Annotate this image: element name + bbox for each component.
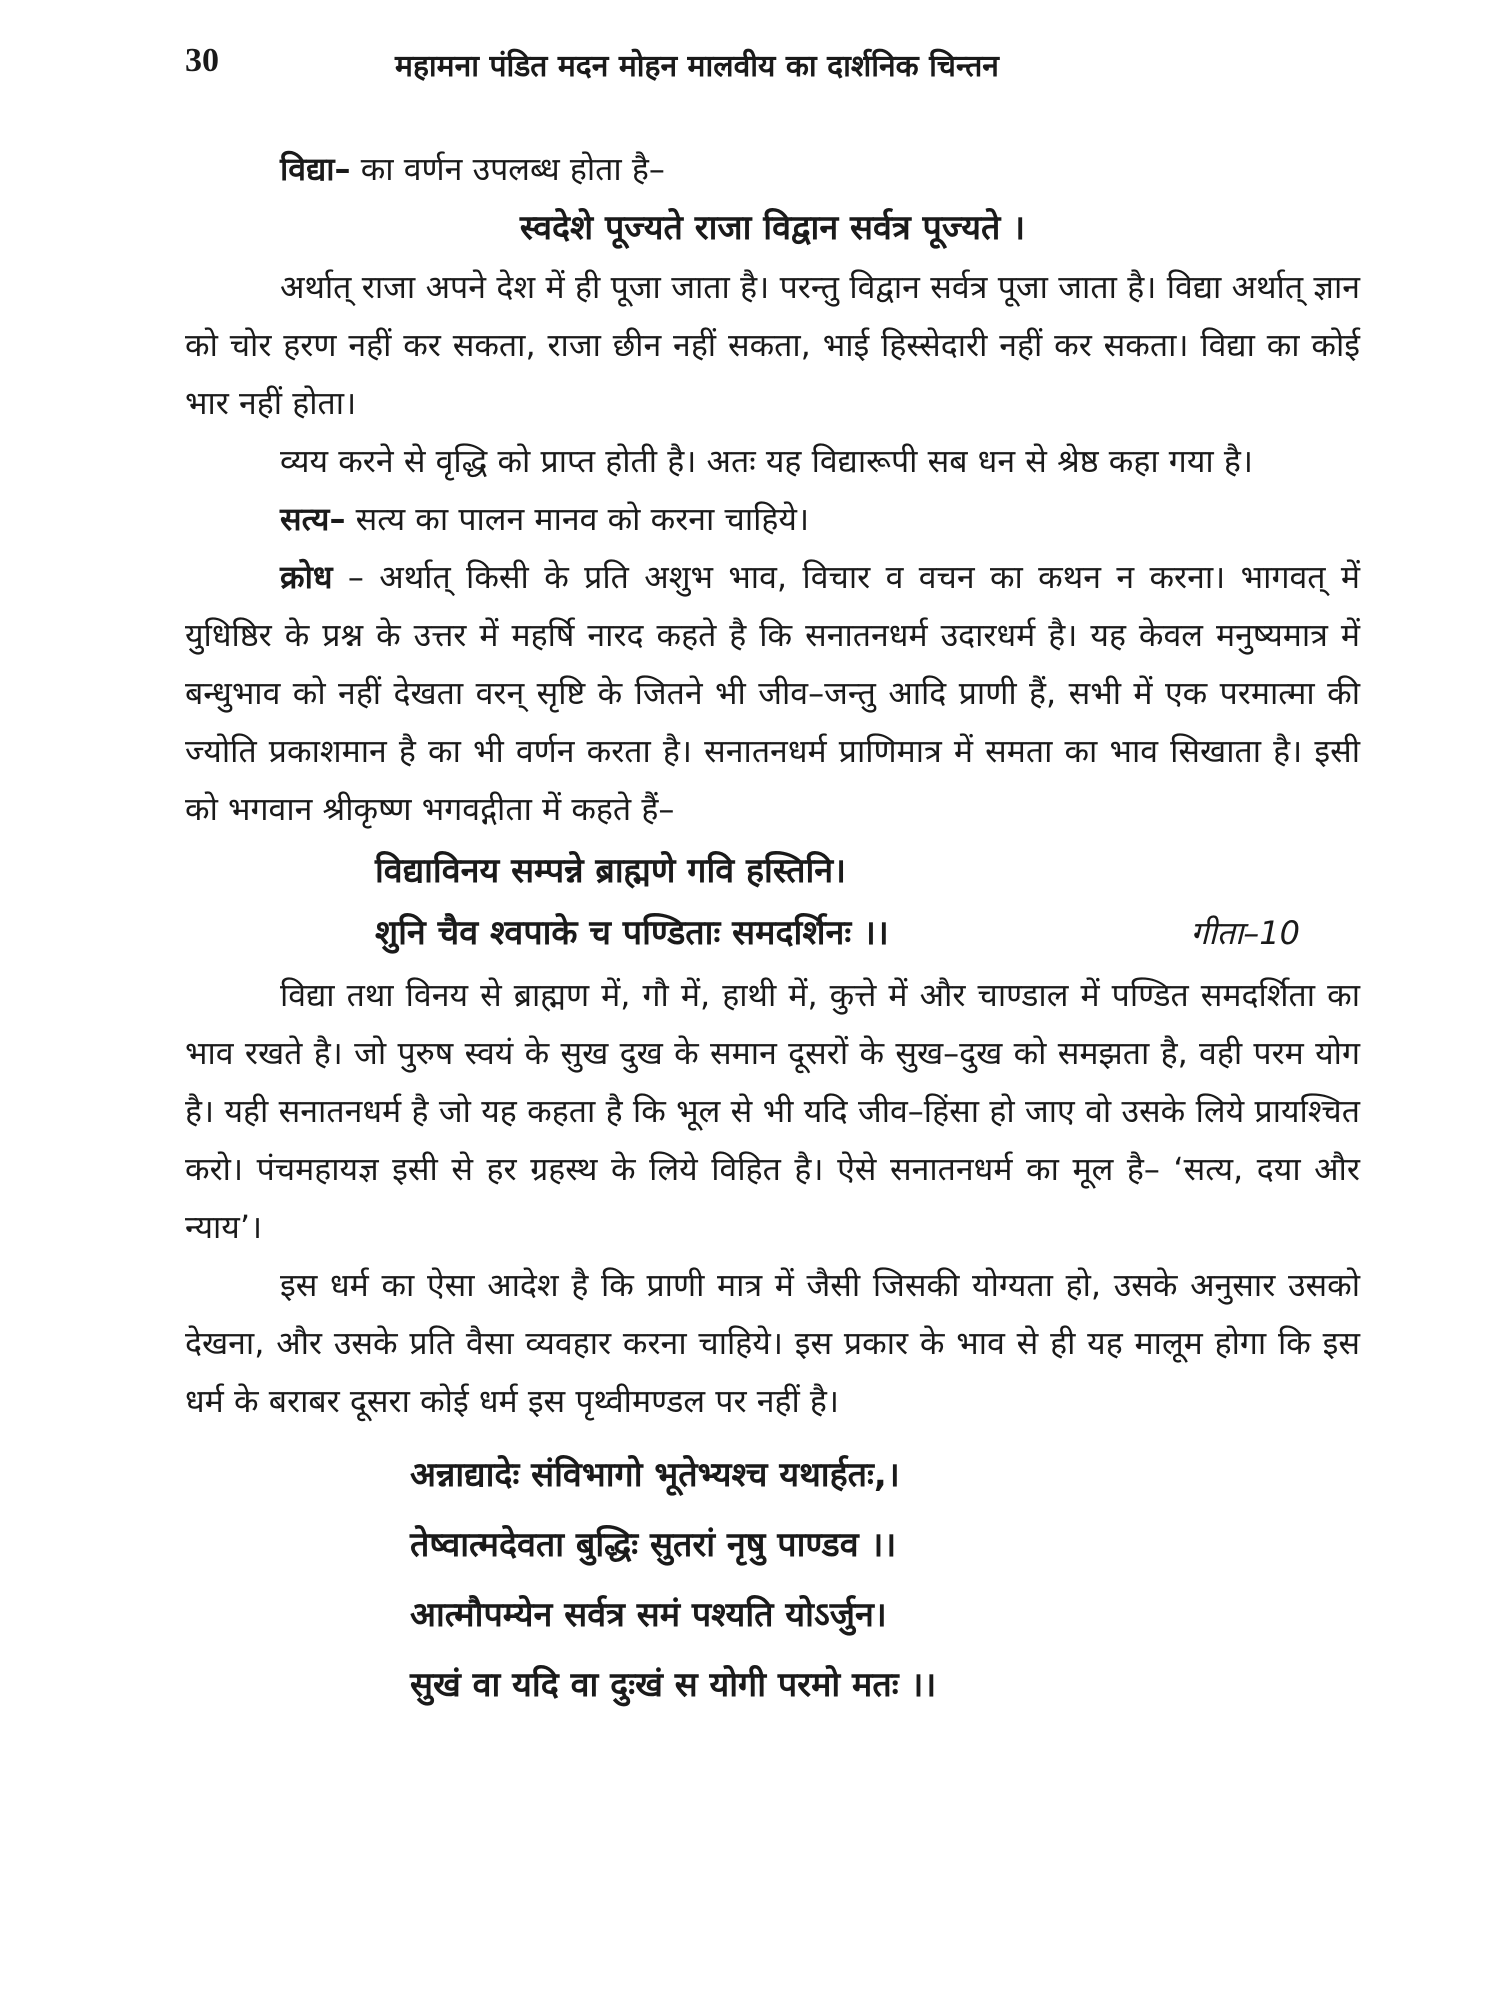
page-number: 30	[185, 42, 219, 79]
gita-verse-line-2	[185, 904, 1360, 966]
paragraph-3: विद्या तथा विनय से ब्राह्मण में, गौ में, हाथी में, कुत्ते में और चाण्डाल में पण्डित समदर्शिता का भाव रखते है। जो पुरुष स्वयं के सुख दुख के समान दूसरों के सुख–दुख को समझता है, वही परम योग है। यही सनातनधर्म है जो यह कहता है कि भूल से भी यदि जीव–हिंसा हो जाए वो उसके लिये प्रायश्चित करो। पंचमहायज्ञ इसी से हर ग्रहस्थ के लिये विहित है। ऐसे सनातनधर्म का मूल है– ‘सत्य, दया और न्याय’।	[185, 976, 1360, 1246]
paragraph-1: अर्थात् राजा अपने देश में ही पूजा जाता है। परन्तु विद्वान सर्वत्र पूजा जाता है। विद्या अर्थात् ज्ञान को चोर हरण नहीं कर सकता, राजा छीन नहीं सकता, भाई हिस्सेदारी नहीं कर सकता। विद्या का कोई भार नहीं होता।	[185, 268, 1360, 422]
gita-verse-text-1: विद्याविनय सम्पन्ने ब्राह्मणे गवि हस्तिनि।	[375, 851, 847, 891]
closing-verses	[185, 1440, 1360, 1720]
closing-verse-line: अन्नाद्यादेः संविभागो भूतेभ्यश्च यथार्हतः,।	[410, 1455, 900, 1495]
satya-line	[185, 490, 1360, 548]
running-title: महामना पंडित मदन मोहन मालवीय का दार्शनिक चिन्तन	[395, 49, 999, 84]
term-krodh: क्रोध	[280, 558, 333, 596]
term-satya: सत्य–	[280, 500, 346, 538]
vidya-intro-text: का वर्णन उपलब्ध होता है–	[350, 150, 665, 188]
gita-verse-text-2: शुनि चैव श्वपाके च पण्डिताः समदर्शिनः ।।	[375, 913, 889, 953]
closing-verse-line: तेष्वात्मदेवता बुद्धिः सुतरां नृषु पाण्डव ।।	[410, 1525, 897, 1565]
closing-verse-line: आत्मौपम्येन सर्वत्र समं पश्यति योऽर्जुन।	[410, 1595, 887, 1635]
krodh-text: – अर्थात् किसी के प्रति अशुभ भाव, विचार व वचन का कथन न करना। भागवत् में युधिष्ठिर के प्रश्न के उत्तर में महर्षि नारद कहते है कि सनातनधर्म उदारधर्म है। यह केवल मनुष्यमात्र में बन्धुभाव को नहीं देखता वरन् सृष्टि के जितने भी जीव–जन्तु आदि प्राणी हैं, सभी में एक परमात्मा की ज्योति प्रकाशमान है का भी वर्णन करता है। सनातनधर्म प्राणिमात्र में समता का भाव सिखाता है। इसी को भगवान श्रीकृष्ण भगवद्गीता में कहते हैं–	[185, 558, 1360, 828]
satya-text: सत्य का पालन मानव को करना चाहिये।	[345, 500, 810, 538]
gita-citation: गीता–10	[1190, 914, 1300, 952]
paragraph-4: इस धर्म का ऐसा आदेश है कि प्राणी मात्र में जैसी जिसकी योग्यता हो, उसके अनुसार उसको देखना, और उसके प्रति वैसा व्यवहार करना चाहिये। इस प्रकार के भाव से ही यह मालूम होगा कि इस धर्म के बराबर दूसरा कोई धर्म इस पृथ्वीमण्डल पर नहीं है।	[185, 1266, 1360, 1420]
gita-verse-line-1	[185, 842, 1360, 904]
closing-verse-line: सुखं वा यदि वा दुःखं स योगी परमो मतः ।।	[410, 1665, 937, 1705]
paragraph-2: व्यय करने से वृद्धि को प्राप्त होती है। अतः यह विद्यारूपी सब धन से श्रेष्ठ कहा गया है।	[280, 442, 1253, 480]
term-vidya: विद्या–	[280, 150, 351, 188]
krodh-paragraph	[185, 548, 1360, 838]
page-body	[185, 140, 1360, 1720]
vidya-intro	[185, 140, 1360, 198]
page-header	[185, 42, 1375, 102]
verse-svadeshe: स्वदेशे पूज्यते राजा विद्वान सर्वत्र पूज्यते ।	[519, 208, 1026, 248]
